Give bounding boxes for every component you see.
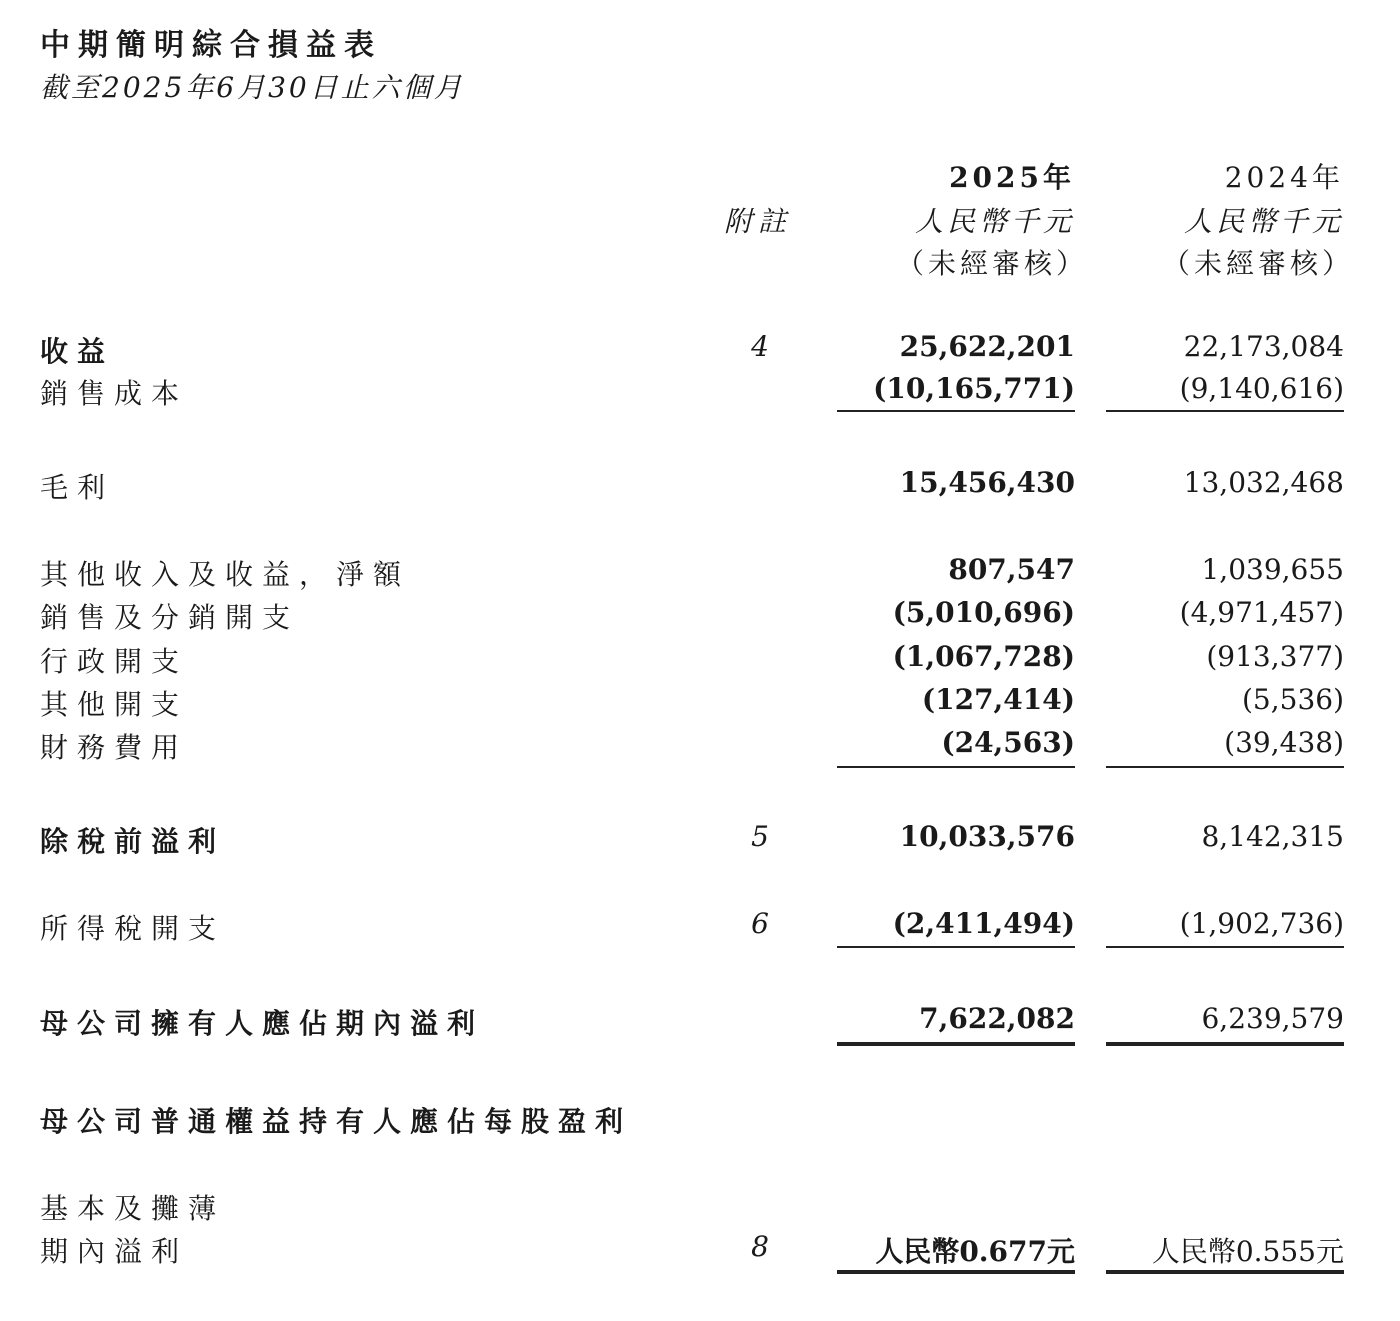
- col-2025-status: （未經審核）: [895, 247, 1088, 280]
- row-value-2025: (10,165,771): [873, 372, 1075, 405]
- row-value-2025: (24,563): [941, 726, 1075, 759]
- row-value-2025: 15,456,430: [899, 466, 1075, 499]
- total-rule: [1106, 1270, 1344, 1274]
- row-value-2024: 8,142,315: [1201, 820, 1344, 853]
- row-value-2025: 人民幣0.677元: [875, 1235, 1075, 1268]
- row-label: 行政開支: [40, 645, 189, 678]
- row-label: 收益: [40, 335, 115, 368]
- row-value-2025: (2,411,494): [892, 907, 1075, 940]
- row-note: 6: [751, 907, 769, 940]
- table-row-income-tax: [0, 907, 1400, 949]
- row-value-2024: 6,239,579: [1201, 1002, 1344, 1035]
- row-value-2025: 7,622,082: [919, 1002, 1075, 1035]
- row-note: 4: [751, 330, 769, 363]
- row-label: 其他開支: [40, 688, 189, 721]
- row-value-2024: 人民幣0.555元: [1151, 1235, 1344, 1268]
- row-label: 其他收入及收益，淨額: [40, 558, 411, 591]
- table-row-eps-profit-for-period: [0, 1230, 1400, 1272]
- table-row-profit-attributable: [0, 1002, 1400, 1044]
- row-note: 5: [751, 820, 769, 853]
- table-row-other-income: [0, 553, 1400, 595]
- table-row-cost-of-sales: [0, 372, 1400, 414]
- table-row-selling-expenses: [0, 596, 1400, 638]
- row-value-2024: (5,536): [1241, 683, 1344, 716]
- subtotal-rule: [837, 946, 1075, 948]
- col-2025-year: 2025年: [949, 161, 1075, 194]
- col-2024-unit: 人民幣千元: [1183, 205, 1344, 238]
- row-value-2024: (4,971,457): [1179, 596, 1344, 629]
- table-row-other-expenses: [0, 683, 1400, 725]
- row-value-2024: 22,173,084: [1183, 330, 1344, 363]
- table-row-eps-heading: [0, 1100, 1400, 1142]
- row-value-2024: (1,902,736): [1179, 907, 1344, 940]
- row-label: 母公司普通權益持有人應佔每股盈利: [40, 1105, 633, 1138]
- row-label: 基本及攤薄: [40, 1192, 226, 1225]
- table-row-admin-expenses: [0, 640, 1400, 682]
- subtotal-rule: [837, 410, 1075, 412]
- row-label: 母公司擁有人應佔期內溢利: [40, 1007, 485, 1040]
- subtotal-rule: [1106, 766, 1344, 768]
- note-column-header: 附註: [724, 205, 793, 238]
- table-row-revenue: [0, 330, 1400, 372]
- statement-period: 截至2025年6月30日止六個月: [40, 71, 465, 104]
- col-2024-status: （未經審核）: [1161, 247, 1354, 280]
- subtotal-rule: [837, 766, 1075, 768]
- row-label: 毛利: [40, 471, 115, 504]
- row-value-2024: 1,039,655: [1201, 553, 1344, 586]
- total-rule: [837, 1270, 1075, 1274]
- row-label: 所得稅開支: [40, 912, 226, 945]
- row-value-2025: 807,547: [948, 553, 1075, 586]
- total-rule: [1106, 1042, 1344, 1046]
- statement-title: 中期簡明綜合損益表: [40, 28, 382, 63]
- row-value-2025: (1,067,728): [892, 640, 1075, 673]
- row-value-2024: (39,438): [1224, 726, 1344, 759]
- row-label: 銷售成本: [40, 377, 189, 410]
- subtotal-rule: [1106, 946, 1344, 948]
- table-row-finance-costs: [0, 726, 1400, 768]
- row-value-2024: (913,377): [1206, 640, 1344, 673]
- row-value-2024: 13,032,468: [1183, 466, 1344, 499]
- col-2024-year: 2024年: [1224, 161, 1344, 194]
- table-row-eps-basic-diluted: [0, 1187, 1400, 1229]
- row-value-2025: 10,033,576: [899, 820, 1075, 853]
- row-label: 銷售及分銷開支: [40, 601, 300, 634]
- row-label: 除稅前溢利: [40, 825, 226, 858]
- row-value-2025: (127,414): [921, 683, 1075, 716]
- row-note: 8: [751, 1230, 769, 1263]
- row-value-2025: (5,010,696): [892, 596, 1075, 629]
- row-label: 財務費用: [40, 731, 189, 764]
- row-value-2025: 25,622,201: [899, 330, 1075, 363]
- table-row-profit-before-tax: [0, 820, 1400, 862]
- subtotal-rule: [1106, 410, 1344, 412]
- row-value-2024: (9,140,616): [1179, 372, 1344, 405]
- total-rule: [837, 1042, 1075, 1046]
- table-row-gross-profit: [0, 466, 1400, 508]
- col-2025-unit: 人民幣千元: [914, 205, 1075, 238]
- row-label: 期內溢利: [40, 1235, 189, 1268]
